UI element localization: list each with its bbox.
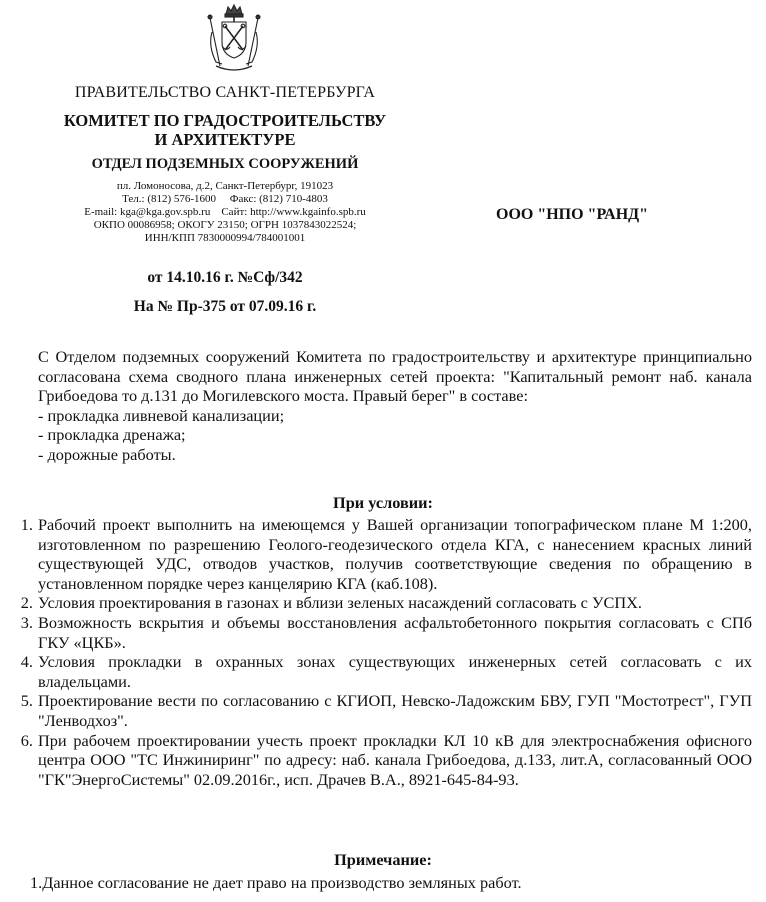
condition-number: 1. — [20, 515, 33, 534]
condition-item — [20, 691, 752, 730]
condition-text: Условия проектирования в газонах и вблизи зеленых насаждений согласовать с УСПХ. — [38, 593, 642, 613]
phones-line: Тел.: (812) 576-1600 Факс: (812) 710-4803 — [122, 193, 328, 205]
inn-line: ИНН/КПП 7830000994/784001001 — [144, 232, 306, 244]
conditions-title: При условии: — [333, 493, 433, 512]
coat-of-arms-emblem — [202, 2, 266, 74]
committee-title — [40, 111, 410, 149]
committee-title-line1: КОМИТЕТ ПО ГРАДОСТРОИТЕЛЬСТВУ — [63, 111, 387, 130]
condition-text: При рабочем проектировании учесть проект прокладки КЛ 10 кВ для электроснабжения офисного центра ООО "ТС Инжиниринг" по адресу: наб. канала Грибоедова, д.133, лит.А, согласованный ООО "ГК"ЭнергоСистемы" 02.09.2016г., исп. Драчев В.А., 8921-645-84-93. — [38, 730, 752, 789]
condition-item — [20, 730, 752, 790]
condition-text: Возможность вскрытия и объемы восстановления асфальтобетонного покрытия согласовать с СПб ГКУ «ЦКБ». — [38, 612, 752, 652]
government-title: ПРАВИТЕЛЬСТВО САНКТ-ПЕТЕРБУРГА — [74, 84, 376, 101]
work-item: - прокладка дренажа; — [38, 425, 186, 445]
condition-text: Рабочий проект выполнить на имеющемся у Вашей организации топографическом плане М 1:200, изготовленном по разрешению Геолого-геодезического отдела КГА, с нанесением красных линий существующей УДС, отводов участков, получив соответствующие сведения по обращению в установленном порядке через канцелярию КГА (каб.108). — [38, 515, 752, 593]
note-item: 1.Данное согласование не дает право на производство земляных работ. — [30, 873, 522, 892]
contact-block — [40, 180, 410, 245]
condition-number: 4. — [20, 652, 33, 672]
condition-item — [20, 652, 752, 691]
condition-item — [20, 515, 752, 593]
note-title: Примечание: — [334, 850, 432, 869]
work-item: - прокладка ливневой канализации; — [38, 405, 285, 425]
committee-title-line2: И АРХИТЕКТУРЕ — [154, 130, 296, 149]
condition-number: 5. — [20, 691, 33, 711]
recipient: ООО "НПО "РАНД" — [496, 206, 649, 223]
condition-item — [20, 612, 752, 652]
condition-item — [20, 593, 752, 613]
work-item: - дорожные работы. — [38, 444, 176, 464]
condition-number: 6. — [20, 730, 33, 750]
intro-paragraph: С Отделом подземных сооружений Комитета по градостроительству и архитектуре принципиально согласована схема сводного плана инженерных сетей проекта: "Капитальный ремонт наб. канала Грибоедова то д.131 до Могилевского моста. Правый берег" в составе: — [38, 347, 752, 406]
conditions-list — [20, 515, 752, 789]
codes-line: ОКПО 00086958; ОКОГУ 23150; ОГРН 1037843022524; — [93, 219, 357, 231]
approval-body — [38, 347, 752, 465]
incoming-reference: На № Пр-375 от 07.09.16 г. — [133, 298, 317, 315]
address-line: пл. Ломоносова, д.2, Санкт-Петербург, 191023 — [116, 180, 334, 192]
email-site-line: E-mail: kga@kga.gov.spb.ru Сайт: http://www.kgainfo.spb.ru — [84, 206, 366, 218]
outgoing-reference: от 14.10.16 г. №Сф/342 — [147, 269, 303, 286]
condition-text: Условия прокладки в охранных зонах существующих инженерных сетей согласовать с их владельцами. — [38, 652, 752, 691]
department-title: ОТДЕЛ ПОДЗЕМНЫХ СООРУЖЕНИЙ — [91, 156, 359, 172]
condition-number: 3. — [20, 612, 33, 632]
condition-text: Проектирование вести по согласованию с КГИОП, Невско-Ладожским БВУ, ГУП "Мостотрест", ГУП "Ленводхоз". — [38, 691, 752, 730]
condition-number: 2. — [20, 593, 33, 613]
